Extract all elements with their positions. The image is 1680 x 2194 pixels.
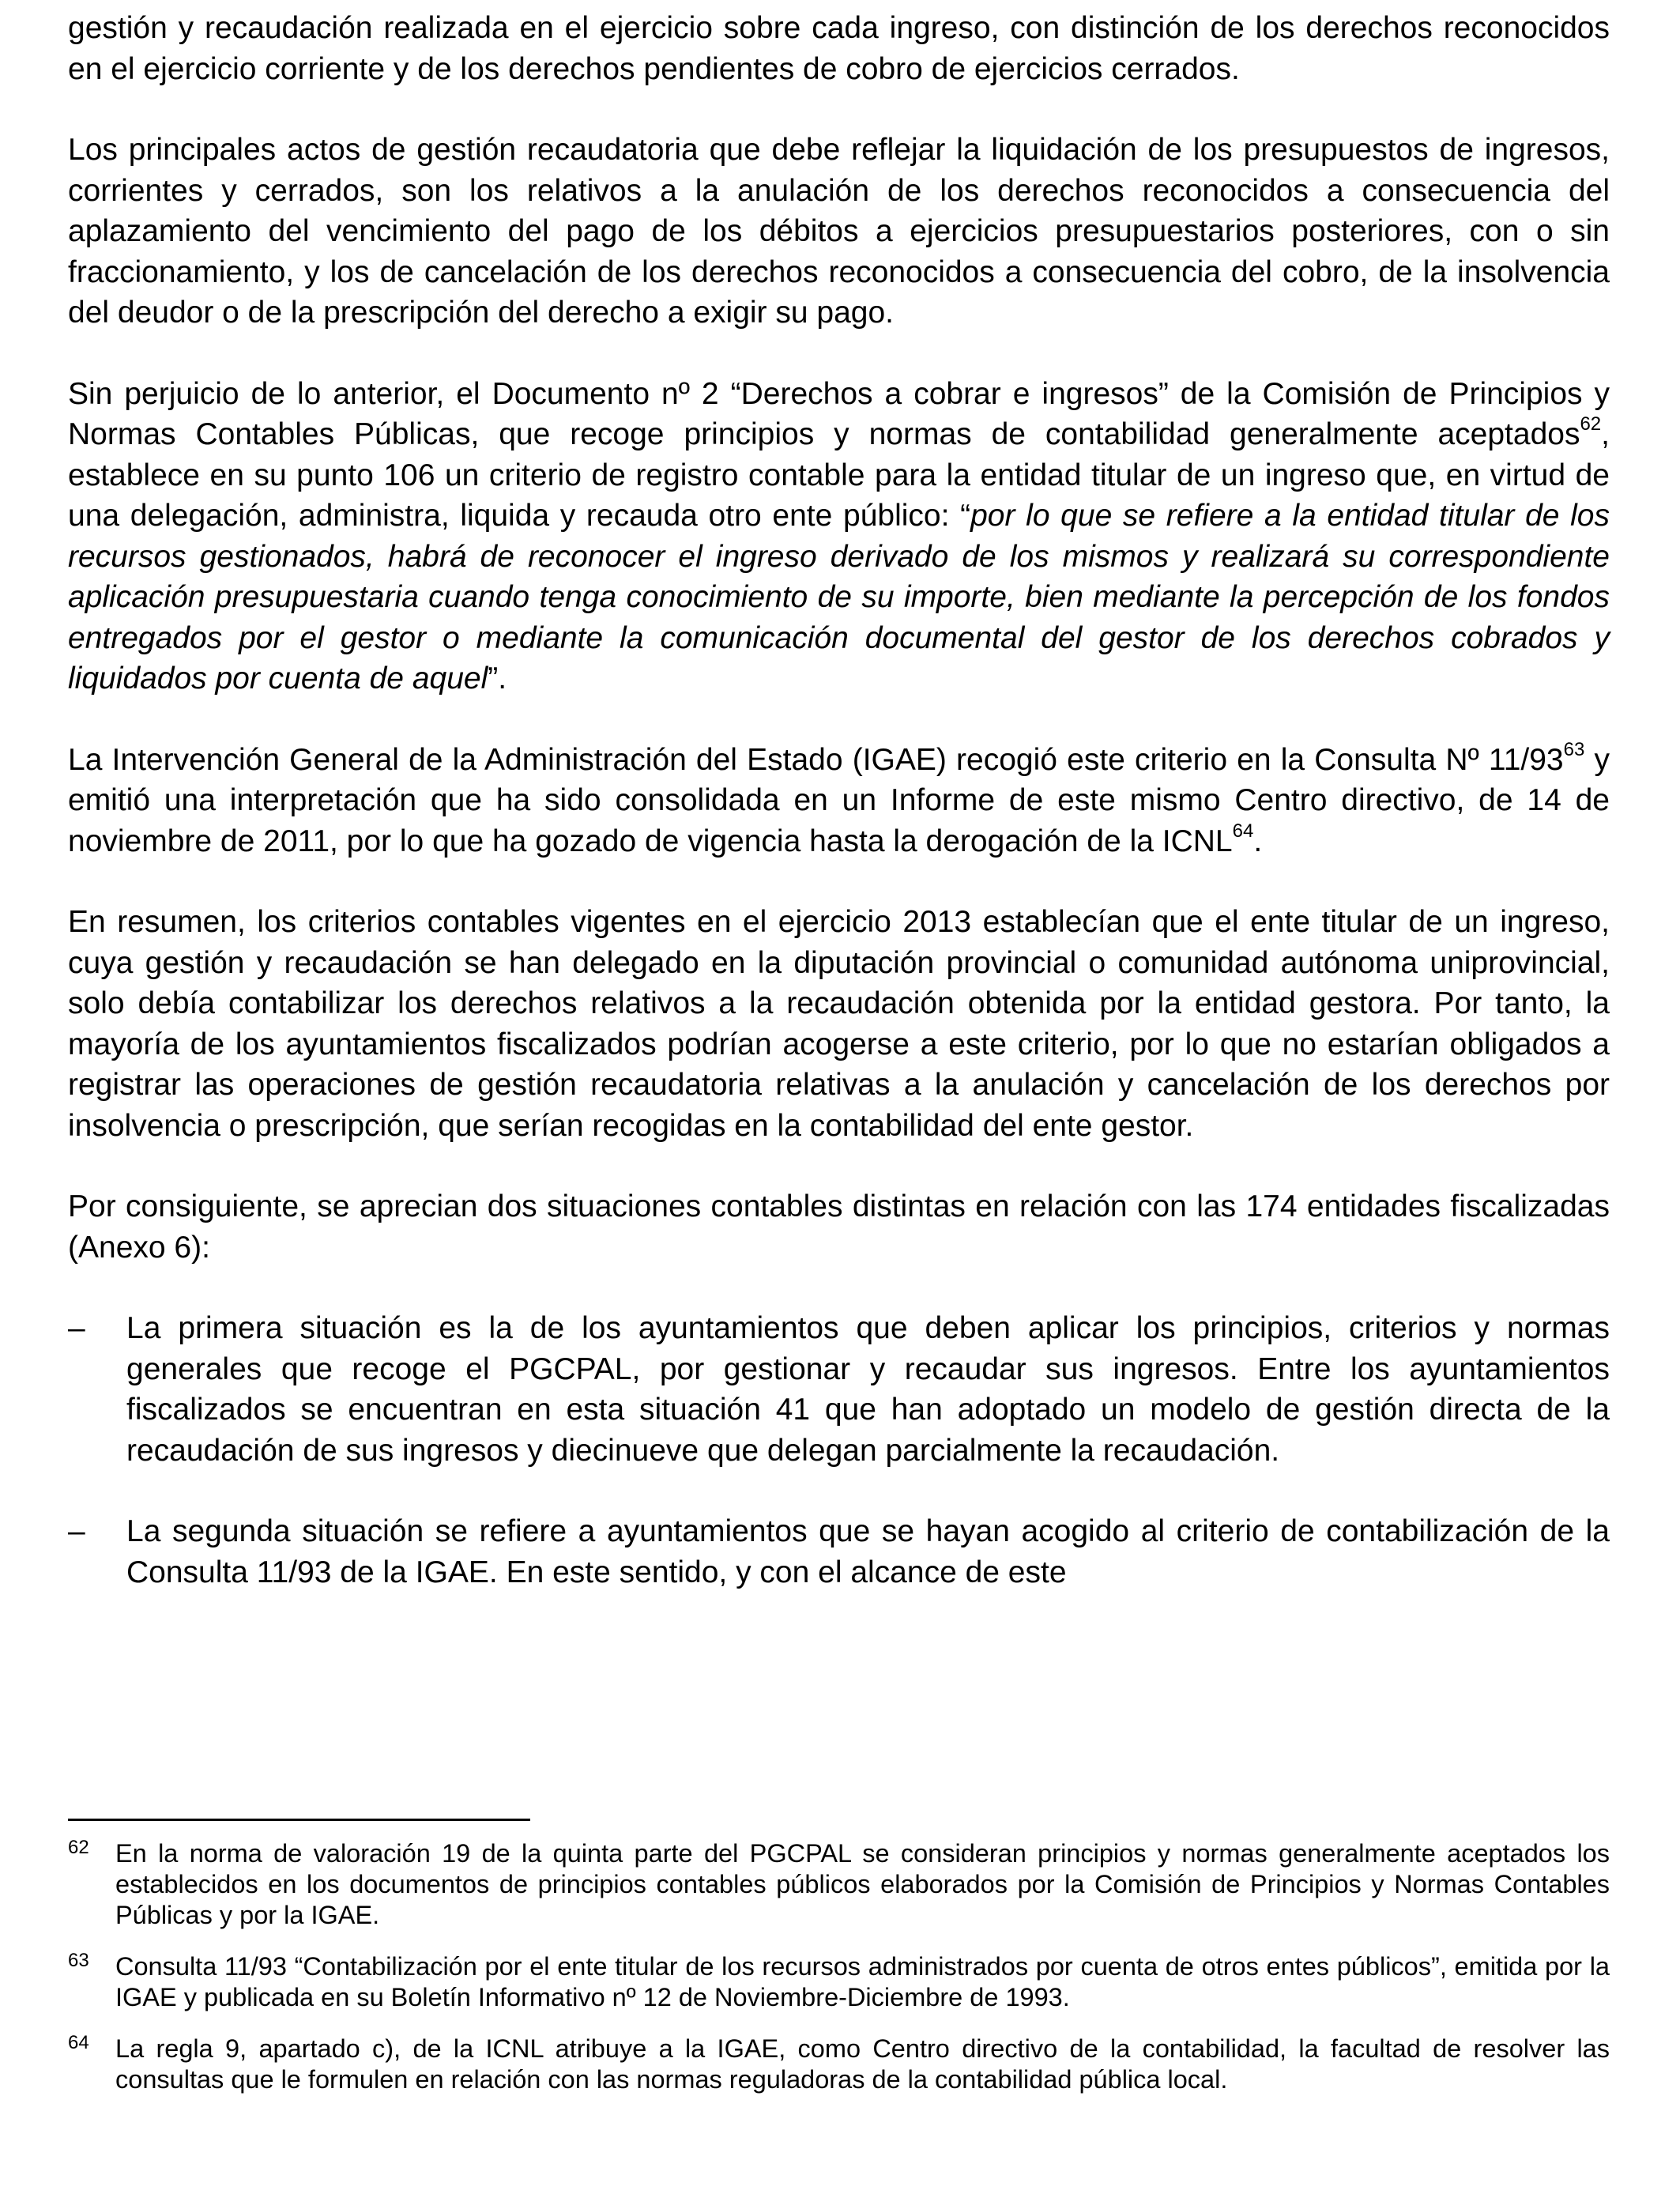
list-item xyxy=(68,1308,1610,1471)
paragraph-5: En resumen, los criterios contables vigentes en el ejercicio 2013 establecían que el ente titular de un ingreso, cuya gestión y recaudación se han delegado en la diputación provincial o comunidad autónoma uniprovincial, solo debía contabilizar los derechos relativos a la recaudación obtenida por la entidad gestora. Por tanto, la mayoría de los ayuntamientos fiscalizados podrían acogerse a este criterio, por lo que no estarían obligados a registrar las operaciones de gestión recaudatoria relativas a la anulación y cancelación de los derechos por insolvencia o prescripción, que serían recogidas en la contabilidad del ente gestor. xyxy=(68,905,1610,1143)
footnote-number: 62 xyxy=(68,1837,89,1858)
footnote-number: 63 xyxy=(68,1950,89,1971)
footnote-separator xyxy=(68,1819,530,1821)
paragraph-2: Los principales actos de gestión recaudatoria que debe reflejar la liquidación de los presupuestos de ingresos, corrientes y cerrados, son los relativos a la anulación de los derechos reconocidos a consecuencia del aplazamiento del vencimiento del pago de los débitos a ejercicios presupuestarios posteriores, con o sin fraccionamiento, y los de cancelación de los derechos reconocidos a consecuencia del cobro, de la insolvencia del deudor o de la prescripción del derecho a exigir su pago. xyxy=(68,133,1610,330)
paragraph-1: gestión y recaudación realizada en el ejercicio sobre cada ingreso, con distinción de los derechos reconocidos en el ejercicio corriente y de los derechos pendientes de cobro de ejercicios cerrados. xyxy=(68,11,1610,86)
footnote-63 xyxy=(68,1951,1610,2013)
body-text xyxy=(68,8,1610,1633)
bullet-list xyxy=(68,1308,1610,1593)
paragraph-4-text-b: y emitió una interpretación que ha sido consolidada en un Informe de este mismo Centro directivo, de 14 de noviembre de 2011, por lo que ha gozado de vigencia hasta la derogación de la ICNL xyxy=(68,742,1610,858)
list-item-text: La segunda situación se refiere a ayuntamientos que se hayan acogido al criterio de contabilización de la Consulta 11/93 de la IGAE. En este sentido, y con el alcance de este xyxy=(126,1514,1610,1589)
footnote-ref-64[interactable]: 64 xyxy=(1232,820,1254,842)
footnote-text: En la norma de valoración 19 de la quinta parte del PGCPAL se consideran principios y normas generalmente aceptados los establecidos en los documentos de principios contables públicos elaborados por la Comisión de Principios y Normas Contables Públicas y por la IGAE. xyxy=(115,1839,1610,1929)
footnote-62 xyxy=(68,1838,1610,1931)
paragraph-3-end: ”. xyxy=(488,662,507,696)
paragraph-3-quote: por lo que se refiere a la entidad titular de los recursos gestionados, habrá de reconocer el ingreso derivado de los mismos y realizará su correspondiente aplicación presupuestaria cuando tenga conocimiento de su importe, bien mediante la percepción de los fondos entregados por el gestor o mediante la comunicación documental del gestor de los derechos cobrados y liquidados por cuenta de aquel xyxy=(68,499,1610,696)
paragraph-3-text-b: , establece en su punto 106 un criterio de registro contable para la entidad titular de un ingreso que, en virtud de una delegación, administra, liquida y recauda otro ente público: “ xyxy=(68,417,1610,533)
dash-bullet-icon: – xyxy=(68,1514,85,1548)
paragraph-6: Por consiguiente, se aprecian dos situaciones contables distintas en relación con las 174 entidades fiscalizadas (Anexo 6): xyxy=(68,1189,1610,1265)
footnote-ref-62[interactable]: 62 xyxy=(1580,413,1602,435)
list-item xyxy=(68,1511,1610,1593)
footnote-64 xyxy=(68,2034,1610,2095)
footnote-ref-63[interactable]: 63 xyxy=(1563,738,1585,760)
footnote-text: Consulta 11/93 “Contabilización por el ente titular de los recursos administrados por cuenta de otros entes públicos”, emitida por la IGAE y publicada en su Boletín Informativo nº 12 de Noviembre-Diciembre de 1993. xyxy=(115,1952,1610,2011)
footnote-number: 64 xyxy=(68,2032,89,2053)
paragraph-4 xyxy=(68,740,1610,862)
paragraph-3-text-a: Sin perjuicio de lo anterior, el Documento nº 2 “Derechos a cobrar e ingresos” de la Comisión de Principios y Normas Contables Públicas, que recoge principios y normas de contabilidad generalmente aceptados xyxy=(68,376,1610,451)
paragraph-3 xyxy=(68,374,1610,699)
paragraph-4-text-a: La Intervención General de la Administración del Estado (IGAE) recogió este criterio en la Consulta Nº 11/93 xyxy=(68,742,1564,777)
dash-bullet-icon: – xyxy=(68,1311,85,1345)
paragraph-4-end: . xyxy=(1253,824,1263,858)
list-item-text: La primera situación es la de los ayuntamientos que deben aplicar los principios, criterios y normas generales que recoge el PGCPAL, por gestionar y recaudar sus ingresos. Entre los ayuntamientos fiscalizados se encuentran en esta situación 41 que han adoptado un modelo de gestión directa de la recaudación de sus ingresos y diecinueve que delegan parcialmente la recaudación. xyxy=(126,1311,1610,1468)
footnote-text: La regla 9, apartado c), de la ICNL atribuye a la IGAE, como Centro directivo de la contabilidad, la facultad de resolver las consultas que le formulen en relación con las normas reguladoras de la contabilidad pública local. xyxy=(115,2034,1610,2094)
footnotes xyxy=(68,1838,1610,2116)
